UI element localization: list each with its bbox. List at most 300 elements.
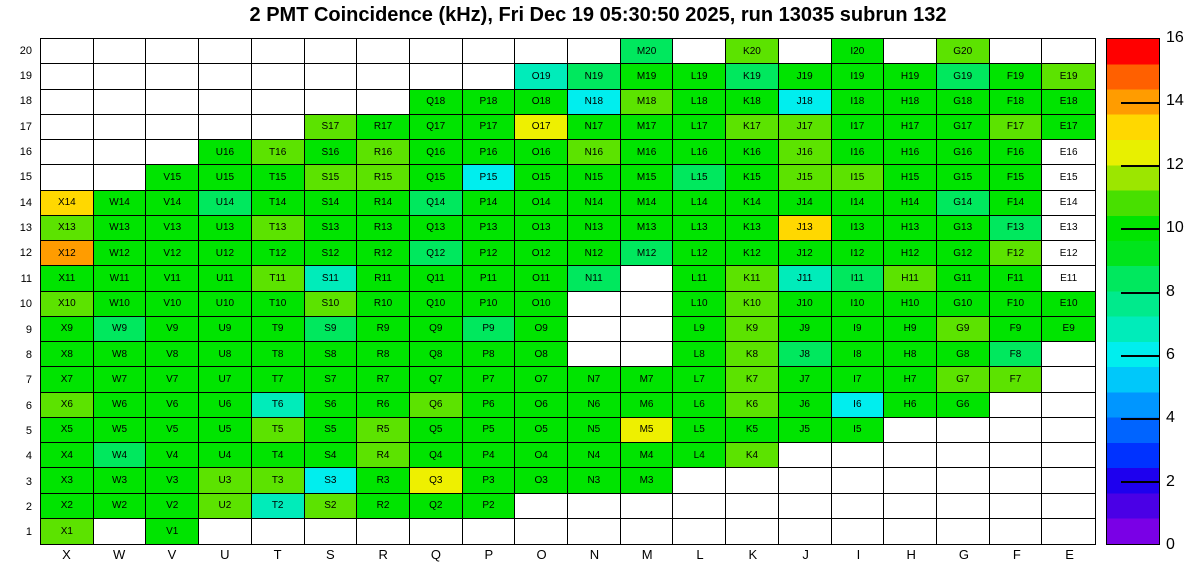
cell-label: G16	[953, 146, 973, 158]
heatmap-cell	[146, 241, 199, 266]
cell-label: R11	[374, 272, 392, 284]
cell-label: N6	[587, 399, 601, 411]
heatmap-cell	[568, 241, 621, 266]
cell-label: T3	[271, 474, 284, 486]
heatmap-cell	[146, 115, 199, 140]
colorbar-tick-label: 2	[1166, 472, 1175, 490]
cell-label: Q18	[426, 96, 446, 108]
cell-label: J19	[796, 70, 813, 82]
heatmap-cell	[937, 191, 990, 216]
heatmap-cell	[568, 216, 621, 241]
y-axis-labels	[0, 38, 34, 545]
heatmap-cell	[41, 191, 94, 216]
cell-label: G13	[953, 222, 973, 234]
heatmap-cell	[779, 418, 832, 443]
heatmap-cell	[884, 494, 937, 519]
cell-label: J5	[799, 424, 810, 436]
heatmap-cell	[621, 367, 674, 392]
cell-label: W6	[112, 399, 128, 411]
cell-label: J12	[796, 247, 813, 259]
heatmap-cell	[568, 64, 621, 89]
heatmap-cell	[726, 342, 779, 367]
heatmap-cell	[146, 519, 199, 544]
heatmap-cell	[199, 418, 252, 443]
heatmap-cell	[832, 90, 885, 115]
cell-label: M13	[636, 222, 657, 234]
heatmap-cell	[990, 443, 1043, 468]
heatmap-cell	[252, 393, 305, 418]
heatmap-cell	[779, 494, 832, 519]
heatmap-cell	[673, 443, 726, 468]
heatmap-cell	[568, 367, 621, 392]
cell-label: F18	[1006, 96, 1025, 108]
heatmap-cell	[146, 393, 199, 418]
heatmap-cell	[568, 165, 621, 190]
cell-label: O11	[532, 272, 551, 284]
y-axis-label: 11	[20, 272, 32, 285]
cell-label: T12	[269, 247, 287, 259]
heatmap-cell	[463, 90, 516, 115]
heatmap-cell	[515, 393, 568, 418]
cell-label: P5	[482, 424, 495, 436]
cell-label: I10	[850, 298, 865, 310]
cell-label: L19	[690, 70, 708, 82]
cell-label: G12	[953, 247, 973, 259]
cell-label: J10	[796, 298, 813, 310]
heatmap-cell	[463, 519, 516, 544]
cell-label: V9	[166, 323, 179, 335]
cell-label: P12	[479, 247, 498, 259]
cell-label: F19	[1006, 70, 1025, 82]
cell-label: I15	[850, 171, 865, 183]
cell-label: N11	[585, 272, 603, 284]
cell-label: M3	[639, 474, 654, 486]
cell-label: R7	[376, 373, 390, 385]
cell-label: Q2	[429, 500, 443, 512]
cell-label: F10	[1006, 298, 1025, 310]
heatmap-cell	[94, 140, 147, 165]
cell-label: N17	[584, 121, 604, 133]
cell-label: X12	[57, 247, 76, 259]
cell-label: F17	[1006, 121, 1025, 133]
y-axis-label: 7	[25, 374, 32, 387]
heatmap-cell	[463, 342, 516, 367]
cell-label: K6	[745, 399, 759, 411]
heatmap-cell	[726, 292, 779, 317]
heatmap-cell	[779, 393, 832, 418]
cell-label: F16	[1006, 146, 1025, 158]
heatmap-cell	[94, 165, 147, 190]
heatmap-cell	[94, 191, 147, 216]
x-axis-label: T	[273, 547, 282, 562]
cell-label: F11	[1007, 272, 1024, 284]
heatmap-cell	[884, 241, 937, 266]
heatmap-cell	[832, 140, 885, 165]
colorbar-tick	[1121, 355, 1159, 357]
heatmap-cell	[515, 165, 568, 190]
heatmap-cell	[41, 115, 94, 140]
heatmap-cell	[252, 342, 305, 367]
heatmap-cell	[726, 443, 779, 468]
cell-label: H12	[900, 247, 920, 259]
cell-label: F14	[1006, 197, 1025, 209]
cell-label: L5	[693, 424, 705, 436]
heatmap-cell	[410, 140, 463, 165]
heatmap-cell	[357, 140, 410, 165]
cell-label: V4	[166, 449, 179, 461]
heatmap-cell	[884, 393, 937, 418]
heatmap-cell	[832, 367, 885, 392]
cell-label: Q17	[426, 121, 446, 133]
heatmap-cell	[832, 115, 885, 140]
cell-label: P17	[479, 121, 498, 133]
colorbar-tick-label: 12	[1166, 155, 1184, 173]
cell-label: H16	[900, 146, 920, 158]
heatmap-cell	[410, 519, 463, 544]
heatmap-cell	[252, 418, 305, 443]
x-axis-label: M	[641, 547, 653, 562]
heatmap-cell	[199, 443, 252, 468]
heatmap-cell	[463, 216, 516, 241]
cell-label: N15	[584, 171, 604, 183]
cell-label: M12	[636, 247, 657, 259]
heatmap-cell	[357, 241, 410, 266]
cell-label: J16	[796, 146, 813, 158]
heatmap-cell	[990, 418, 1043, 443]
heatmap-cell	[726, 241, 779, 266]
heatmap-cell	[410, 393, 463, 418]
cell-label: J11	[796, 272, 813, 284]
cell-label: M14	[636, 197, 657, 209]
heatmap-cell	[41, 443, 94, 468]
cell-label: S12	[321, 247, 340, 259]
cell-label: F9	[1009, 323, 1022, 335]
heatmap-cell	[463, 494, 516, 519]
heatmap-cell	[884, 165, 937, 190]
cell-label: K15	[743, 171, 761, 183]
cell-label: X9	[60, 323, 73, 335]
x-axis-label: L	[696, 547, 704, 562]
cell-label: V5	[166, 424, 179, 436]
cell-label: I20	[850, 45, 865, 57]
heatmap-cell	[726, 90, 779, 115]
heatmap-cell	[146, 292, 199, 317]
heatmap-cell	[1042, 393, 1095, 418]
heatmap-cell	[515, 494, 568, 519]
heatmap-cell	[305, 266, 358, 291]
heatmap-cell	[1042, 165, 1095, 190]
cell-label: N5	[587, 424, 601, 436]
cell-label: L12	[690, 247, 708, 259]
heatmap-cell	[673, 393, 726, 418]
cell-label: I8	[853, 348, 862, 360]
heatmap-cell	[884, 418, 937, 443]
cell-label: S9	[324, 323, 337, 335]
cell-label: X14	[57, 197, 76, 209]
heatmap-cell	[884, 342, 937, 367]
heatmap-cell	[252, 443, 305, 468]
y-axis-label: 8	[25, 348, 32, 361]
heatmap-cell	[621, 393, 674, 418]
heatmap-cell	[463, 140, 516, 165]
x-axis-label: S	[326, 547, 335, 562]
cell-label: H11	[901, 272, 919, 284]
cell-label: N3	[587, 474, 601, 486]
cell-label: W9	[112, 323, 128, 335]
heatmap-cell	[621, 317, 674, 342]
heatmap-cell	[146, 266, 199, 291]
cell-label: K16	[743, 146, 761, 158]
heatmap-cell	[779, 216, 832, 241]
heatmap-cell	[252, 317, 305, 342]
cell-label: Q5	[429, 424, 443, 436]
y-axis-label: 9	[25, 323, 32, 336]
x-axis-labels	[40, 547, 1096, 567]
heatmap-cell	[621, 140, 674, 165]
heatmap-cell	[779, 165, 832, 190]
heatmap-cell	[94, 468, 147, 493]
cell-label: T15	[269, 171, 287, 183]
cell-label: K12	[743, 247, 761, 259]
heatmap-cell	[463, 64, 516, 89]
y-axis-label: 14	[19, 196, 32, 209]
heatmap-cell	[252, 216, 305, 241]
cell-label: Q15	[426, 171, 446, 183]
x-axis-label: G	[958, 547, 970, 562]
heatmap-cell	[41, 317, 94, 342]
cell-label: O6	[534, 399, 548, 411]
heatmap-cell	[410, 165, 463, 190]
heatmap-cell	[94, 39, 147, 64]
cell-label: G7	[956, 373, 970, 385]
heatmap-cell	[252, 165, 305, 190]
cell-label: X3	[60, 474, 73, 486]
heatmap-cell	[673, 317, 726, 342]
cell-label: J15	[796, 171, 813, 183]
cell-label: Q8	[429, 348, 443, 360]
heatmap-cell	[305, 342, 358, 367]
cell-label: J7	[799, 373, 810, 385]
heatmap-cell	[410, 216, 463, 241]
y-axis-label: 13	[19, 222, 32, 235]
heatmap-cell	[515, 115, 568, 140]
heatmap-cell	[41, 494, 94, 519]
heatmap-cell	[199, 39, 252, 64]
cell-label: I9	[853, 323, 862, 335]
heatmap-cell	[990, 216, 1043, 241]
cell-label: G9	[956, 323, 970, 335]
heatmap-cell	[884, 115, 937, 140]
cell-label: U4	[218, 449, 232, 461]
cell-label: R6	[376, 399, 390, 411]
cell-label: R3	[376, 474, 390, 486]
cell-label: V8	[166, 348, 179, 360]
heatmap-cell	[779, 241, 832, 266]
cell-label: O8	[534, 348, 548, 360]
heatmap-cell	[990, 140, 1043, 165]
x-axis-label: J	[802, 547, 809, 562]
cell-label: J6	[799, 399, 810, 411]
heatmap-cell	[357, 90, 410, 115]
heatmap-cell	[94, 241, 147, 266]
heatmap-cell	[515, 191, 568, 216]
heatmap-cell	[305, 494, 358, 519]
heatmap-cell	[515, 418, 568, 443]
heatmap-cell	[621, 443, 674, 468]
heatmap-cell	[568, 418, 621, 443]
heatmap-cell	[463, 115, 516, 140]
heatmap-cell	[305, 140, 358, 165]
heatmap-cell	[832, 64, 885, 89]
heatmap-cell	[832, 443, 885, 468]
cell-label: Q13	[426, 222, 446, 234]
cell-label: I17	[850, 121, 865, 133]
heatmap-cell	[779, 367, 832, 392]
x-axis-label: Q	[430, 547, 442, 562]
heatmap-cell	[568, 266, 621, 291]
heatmap-cell	[410, 494, 463, 519]
heatmap-cell	[1042, 468, 1095, 493]
cell-label: I11	[850, 272, 864, 284]
heatmap-cell	[990, 393, 1043, 418]
cell-label: N16	[584, 146, 604, 158]
cell-label: L13	[690, 222, 708, 234]
colorbar-tick	[1121, 292, 1159, 294]
heatmap-cell	[568, 494, 621, 519]
colorbar-tick	[1121, 418, 1159, 420]
heatmap-cell	[41, 342, 94, 367]
heatmap-cell	[515, 519, 568, 544]
x-axis-label: I	[856, 547, 861, 562]
y-axis-label: 5	[25, 424, 32, 437]
cell-label: K4	[745, 449, 759, 461]
cell-label: K18	[743, 96, 761, 108]
cell-label: O3	[534, 474, 548, 486]
heatmap-cell	[990, 342, 1043, 367]
cell-label: G19	[953, 70, 973, 82]
heatmap-cell	[1042, 64, 1095, 89]
heatmap-cell	[990, 519, 1043, 544]
heatmap-cell	[357, 418, 410, 443]
heatmap-cell	[199, 393, 252, 418]
heatmap-cell	[621, 39, 674, 64]
heatmap-cell	[673, 115, 726, 140]
heatmap-cell	[673, 519, 726, 544]
heatmap-cell	[726, 140, 779, 165]
cell-label: G15	[953, 171, 973, 183]
heatmap-cell	[673, 90, 726, 115]
cell-label: S5	[324, 424, 337, 436]
x-axis-label: E	[1065, 547, 1074, 562]
heatmap-cell	[1042, 317, 1095, 342]
heatmap-cell	[146, 468, 199, 493]
cell-label: P8	[482, 348, 495, 360]
heatmap-cell	[410, 342, 463, 367]
cell-label: M15	[636, 171, 657, 183]
colorbar-tick	[1121, 165, 1159, 167]
heatmap-cell	[726, 367, 779, 392]
cell-label: U7	[218, 373, 232, 385]
heatmap-cell	[305, 443, 358, 468]
cell-label: L11	[691, 272, 708, 284]
cell-label: O19	[531, 70, 551, 82]
cell-label: O15	[531, 171, 551, 183]
heatmap-cell	[94, 266, 147, 291]
heatmap-cell	[357, 443, 410, 468]
cell-label: L15	[690, 171, 708, 183]
cell-label: V3	[166, 474, 179, 486]
heatmap-cell	[199, 519, 252, 544]
heatmap-cell	[199, 140, 252, 165]
cell-label: I14	[850, 197, 865, 209]
heatmap-cell	[832, 317, 885, 342]
heatmap-cell	[146, 216, 199, 241]
heatmap-cell	[1042, 443, 1095, 468]
cell-label: S8	[324, 348, 337, 360]
cell-label: J18	[796, 96, 813, 108]
cell-label: R2	[376, 500, 390, 512]
heatmap-cell	[1042, 140, 1095, 165]
heatmap-cell	[726, 266, 779, 291]
heatmap-cell	[357, 494, 410, 519]
heatmap-cell	[94, 64, 147, 89]
heatmap-cell	[884, 468, 937, 493]
cell-label: H10	[900, 298, 920, 310]
cell-label: R13	[373, 222, 393, 234]
cell-label: N7	[587, 373, 601, 385]
heatmap-cell	[568, 468, 621, 493]
cell-label: T8	[271, 348, 284, 360]
y-axis-label: 20	[19, 44, 32, 57]
heatmap-cell	[832, 393, 885, 418]
heatmap-cell	[779, 115, 832, 140]
heatmap-cell	[673, 165, 726, 190]
heatmap-cell	[673, 468, 726, 493]
heatmap-cell	[937, 241, 990, 266]
cell-label: U16	[215, 146, 235, 158]
cell-label: H7	[903, 373, 917, 385]
cell-label: O18	[531, 96, 551, 108]
cell-label: S13	[321, 222, 340, 234]
heatmap-cell	[515, 140, 568, 165]
heatmap-cell	[94, 519, 147, 544]
cell-label: O17	[531, 121, 551, 133]
cell-label: F8	[1009, 348, 1022, 360]
heatmap-cell	[779, 317, 832, 342]
cell-label: U15	[215, 171, 235, 183]
heatmap-cell	[252, 494, 305, 519]
heatmap-cell	[673, 64, 726, 89]
heatmap-cell	[305, 519, 358, 544]
heatmap-cell	[832, 418, 885, 443]
cell-label: O14	[531, 197, 551, 209]
cell-label: S14	[321, 197, 340, 209]
heatmap-cell	[94, 367, 147, 392]
cell-label: I16	[850, 146, 865, 158]
heatmap-cell	[990, 115, 1043, 140]
cell-label: N14	[584, 197, 604, 209]
cell-label: R15	[373, 171, 393, 183]
cell-label: O5	[534, 424, 548, 436]
heatmap-cell	[937, 367, 990, 392]
heatmap-cell	[990, 39, 1043, 64]
heatmap-cell	[41, 468, 94, 493]
heatmap-cell	[937, 342, 990, 367]
heatmap-cell	[146, 191, 199, 216]
heatmap-cell	[621, 90, 674, 115]
heatmap-cell	[568, 443, 621, 468]
cell-label: Q11	[426, 272, 445, 284]
